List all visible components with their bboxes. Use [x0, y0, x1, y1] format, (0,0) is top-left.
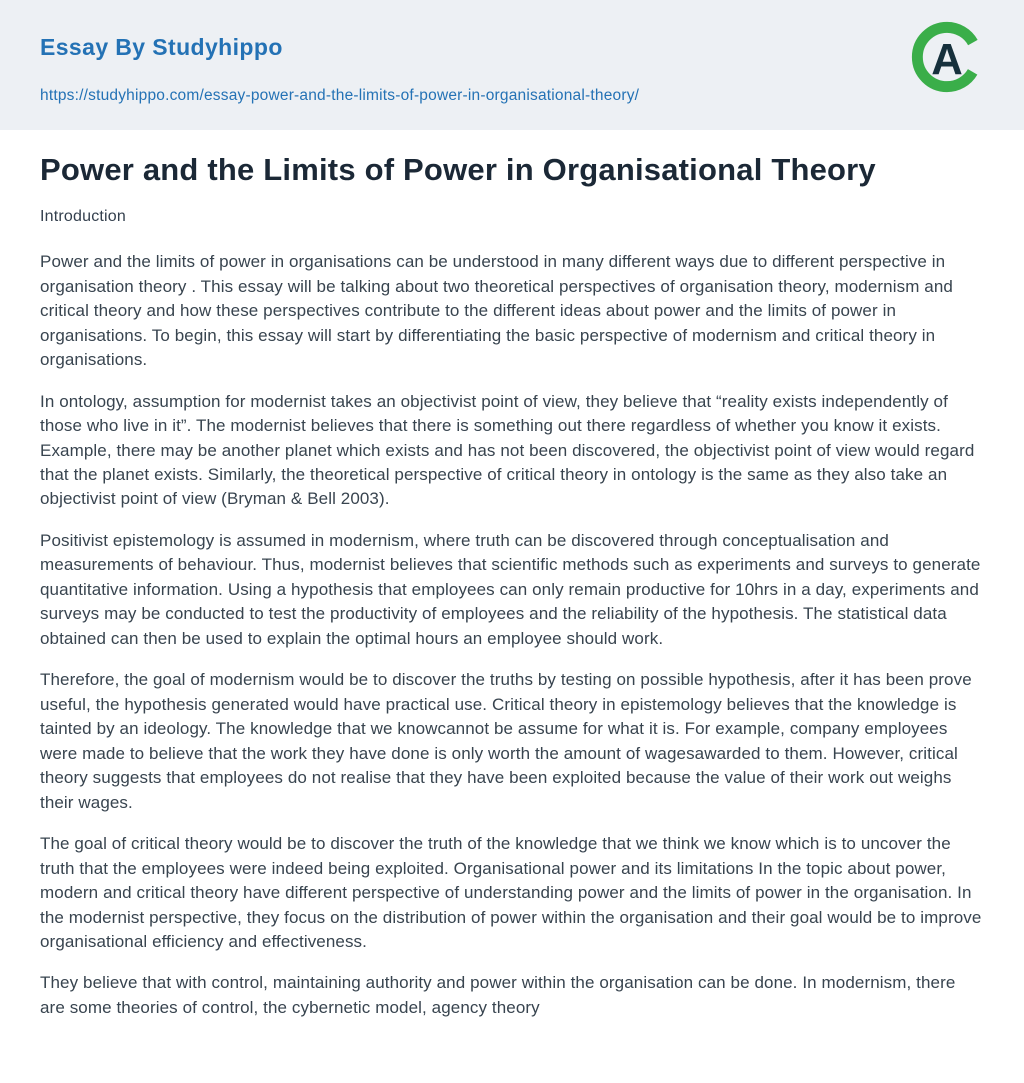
site-title: Essay By Studyhippo: [40, 34, 283, 60]
essay-article: [0, 130, 1024, 1077]
essay-paragraph: They believe that with control, maintaining authority and power within the organisation can be done. In modernism, there are some theories of control, the cybernetic model, agency theory: [40, 973, 956, 1017]
page-header: [0, 0, 1024, 130]
studyhippo-logo: [908, 18, 986, 96]
essay-paragraph: Therefore, the goal of modernism would be to discover the truths by testing on possible hypothesis, after it has been prove useful, the hypothesis generated would have practical use. Critical theory in epistemology believes that the knowledge is tainted by an ideology. The knowledge that we knowcannot be assume for what it is. For example, company employees were made to believe that the work they have done is only worth the amount of wagesawarded to them. However, critical theory suggests that employees do not realise that they have been exploited because the value of their work out weighs their wages.: [40, 670, 972, 812]
essay-paragraph: In ontology, assumption for modernist takes an objectivist point of view, they believe that “reality exists independently of those who live in it”. The modernist believes that there is something out there regardless of whether you know it exists. Example, there may be another planet which exists and has not been discovered, the objectivist point of view would regard that the planet exists. Similarly, the theoretical perspective of critical theory in ontology is the same as they also take an objectivist point of view (Bryman & Bell 2003).: [40, 391, 975, 509]
essay-paragraph: The goal of critical theory would be to discover the truth of the knowledge that we think we know which is to uncover the truth that the employees were indeed being exploited. Organisational power and its limitations In the topic about power, modern and critical theory have different perspective of understanding power and the limits of power in the organisation. In the modernist perspective, they focus on the distribution of power within the organisation and their goal would be to improve organisational efficiency and effectiveness.: [40, 834, 982, 951]
essay-paragraph: Power and the limits of power in organisations can be understood in many different ways due to different perspective in organisation theory . This essay will be talking about two theoretical perspectives of organisation theory, modernism and critical theory and how these perspectives contribute to the different ideas about power and the limits of power in organisations. To begin, this essay will start by differentiating the basic perspective of modernism and critical theory in organisations.: [40, 252, 953, 370]
essay-paragraph: Positivist epistemology is assumed in modernism, where truth can be discovered through conceptualisation and measurements of behaviour. Thus, modernist believes that scientific methods such as experiments and surveys to generate quantitative information. Using a hypothesis that employees can only remain productive for 10hrs in a day, experiments and surveys may be conducted to test the productivity of employees and the reliability of the hypothesis. The statistical data obtained can then be used to explain the optimal hours an employee should work.: [40, 530, 981, 648]
logo-icon: [908, 18, 986, 96]
section-heading-introduction: Introduction: [40, 208, 127, 226]
essay-url-link[interactable]: https://studyhippo.com/essay-power-and-the-limits-of-power-in-organisational-theory/: [40, 87, 640, 104]
page-title: Power and the Limits of Power in Organisational Theory: [40, 152, 876, 187]
logo-letter: A: [931, 34, 963, 84]
